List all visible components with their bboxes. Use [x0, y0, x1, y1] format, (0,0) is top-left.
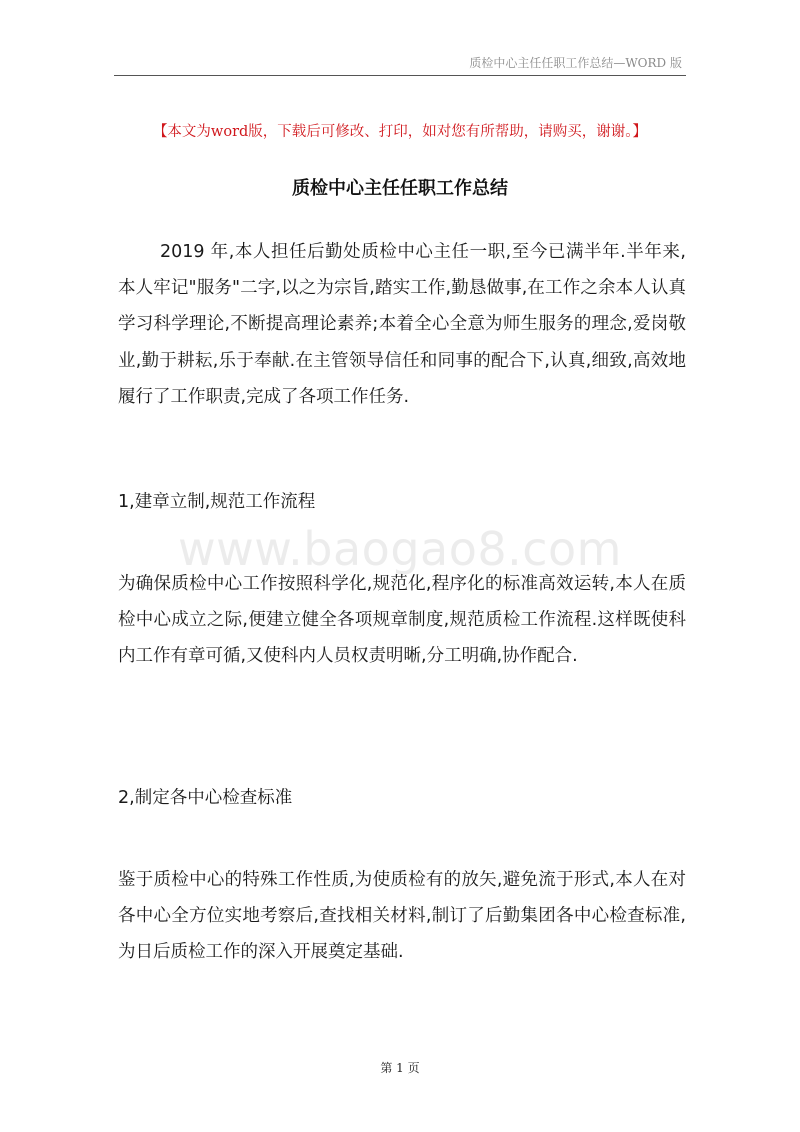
section-heading-2: 2,制定各中心检查标准: [118, 788, 293, 808]
header-divider: [114, 75, 686, 76]
watermark-text: www.baogao8.com: [178, 522, 622, 576]
download-notice: 【本文为word版，下载后可修改、打印，如对您有所帮助，请购买，谢谢。】: [152, 124, 648, 140]
running-header: 质检中心主任任职工作总结—WORD 版: [469, 56, 682, 70]
section-heading-1: 1,建章立制,规范工作流程: [118, 492, 316, 512]
section-body-1: 为确保质检中心工作按照科学化,规范化,程序化的标准高效运转,本人在质检中心成立之际,便建立健全各项规章制度,规范质检工作流程.这样既使科内工作有章可循,又使科内人员权责明晰,分工明确,协作配合.: [118, 574, 686, 667]
page-number: 第 1 页: [380, 1061, 420, 1075]
section-body-2: 鉴于质检中心的特殊工作性质,为使质检有的放矢,避免流于形式,本人在对各中心全方位实地考察后,查找相关材料,制订了后勤集团各中心检查标准,为日后质检工作的深入开展奠定基础.: [118, 870, 686, 963]
document-title: 质检中心主任任职工作总结: [292, 178, 508, 199]
intro-paragraph: 2019 年,本人担任后勤处质检中心主任一职,至今已满半年.半年来,本人牢记"服务"二字,以之为宗旨,踏实工作,勤恳做事,在工作之余本人认真学习科学理论,不断提高理论素养;本着全心全意为师生服务的理念,爱岗敬业,勤于耕耘,乐于奉献.在主管领导信任和同事的配合下,认真,细致,高效地履行了工作职责,完成了各项工作任务.: [118, 242, 686, 407]
